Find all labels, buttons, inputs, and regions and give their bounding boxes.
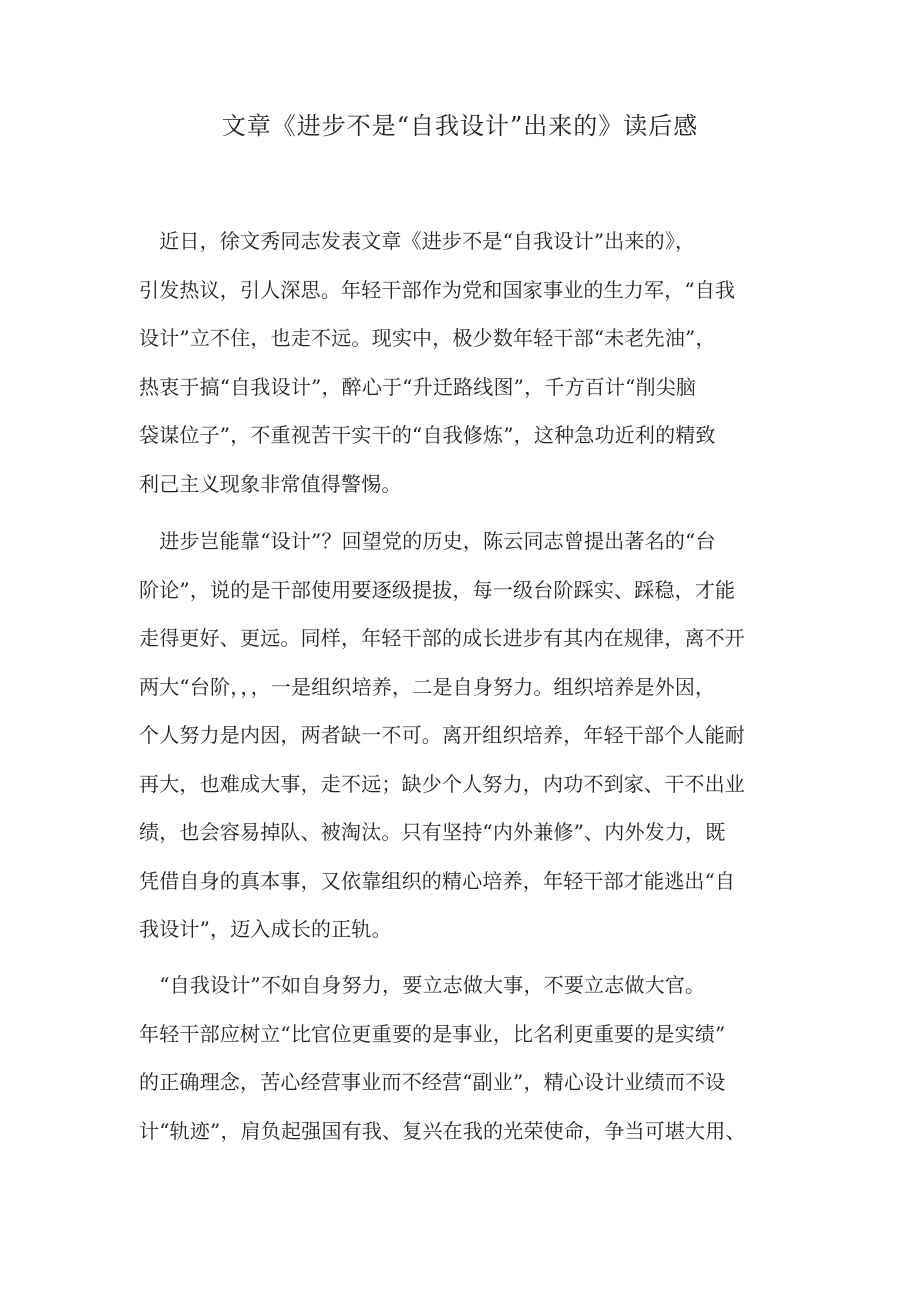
text-line: 引发热议，引人深思。年轻干部作为党和国家事业的生力军，“自我: [139, 277, 736, 302]
document-title: 文章《进步不是“自我设计”出来的》读后感: [221, 112, 699, 140]
text-line: 热衷于搞“自我设计”，醉心于“升迁路线图”，千方百计“削尖脑: [139, 374, 697, 399]
text-line: 计“轨迹”，肩负起强国有我、复兴在我的光荣使命，争当可堪大用、: [139, 1118, 746, 1143]
paragraph-3: [139, 961, 799, 1155]
text-line: 阶论”，说的是干部使用要逐级提拔，每一级台阶踩实、踩稳，才能: [139, 577, 736, 602]
text-line: 利己主义现象非常值得警惕。: [139, 471, 402, 496]
text-line: 我设计”，迈入成长的正轨。: [139, 917, 392, 941]
text-line: 走得更好、更远。同样，年轻干部的成长进步有其内在规律，离不开: [139, 626, 745, 650]
paragraph-1: [139, 217, 799, 508]
text-line: 再大，也难成大事，走不远；缺少个人努力，内功不到家、干不出业: [139, 771, 745, 796]
text-line: 绩，也会容易掉队、被淘汰。只有坚持“内外兼修”、内外发力，既: [139, 820, 726, 844]
text-line: 个人努力是内因，两者缺一不可。离开组织培养，年轻干部个人能耐: [139, 723, 745, 747]
text-line: 年轻干部应树立“比官位更重要的是事业，比名利更重要的是实绩”: [139, 1021, 726, 1046]
text-line: 设计”立不住，也走不远。现实中，极少数年轻干部“未老先油”，: [139, 326, 716, 350]
text-line: 近日，徐文秀同志发表文章《进步不是“自我设计”出来的》，: [139, 229, 696, 253]
text-line: 两大“台阶，，，一是组织培养，二是自身努力。组织培养是外因，: [139, 674, 716, 699]
text-line: 进步岂能靠“设计”？回望党的历史，陈云同志曾提出著名的“台: [139, 529, 716, 553]
text-line: 凭借自身的真本事，又依靠组织的精心培养，年轻干部才能逃出“自: [139, 868, 736, 893]
text-line: 的正确理念，苦心经营事业而不经营“副业”，精心设计业绩而不设: [139, 1070, 726, 1094]
paragraph-2: [139, 517, 799, 954]
text-line: 袋谋位子”，不重视苦干实干的“自我修炼”，这种急功近利的精致: [139, 423, 716, 447]
text-line: “自我设计”不如自身努力，要立志做大事，不要立志做大官。: [139, 973, 706, 997]
